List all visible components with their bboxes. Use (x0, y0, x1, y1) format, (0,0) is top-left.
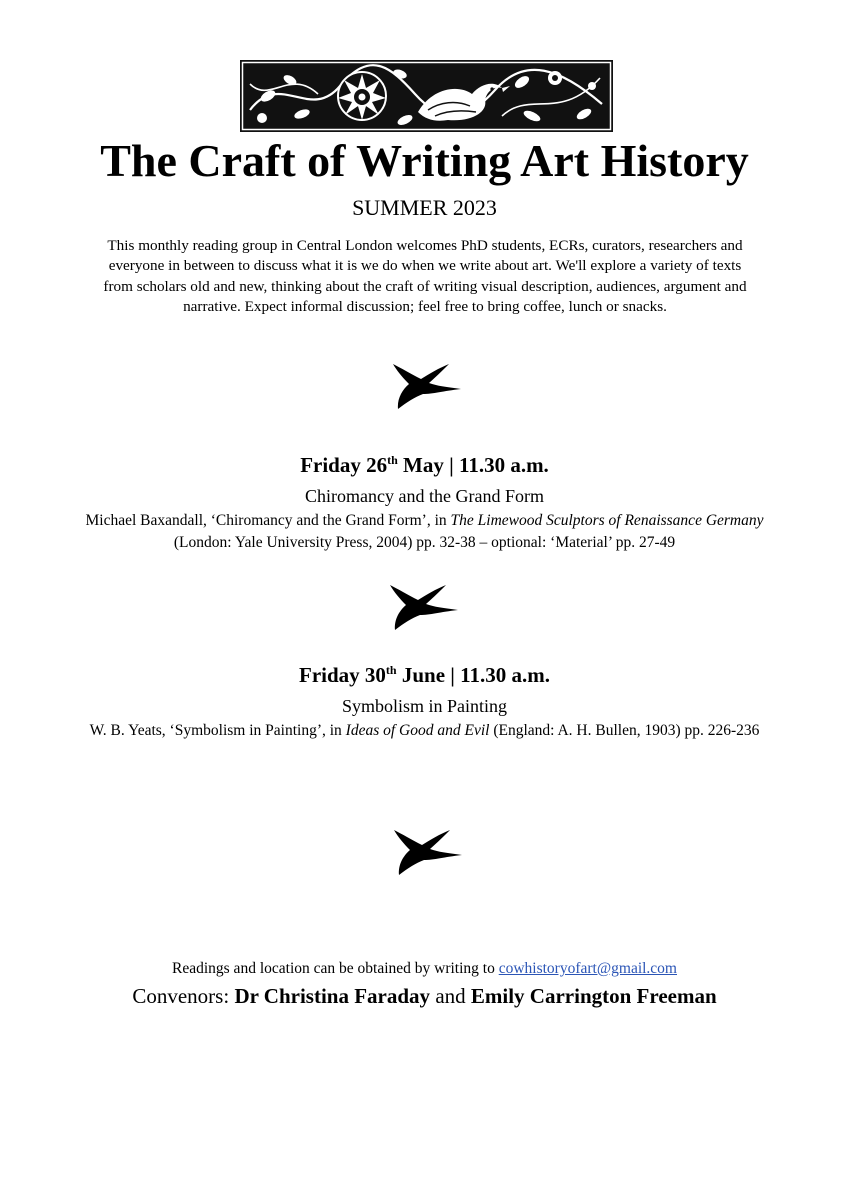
event-day-ordinal: th (387, 453, 398, 467)
convenor-conjunction: and (430, 984, 471, 1008)
swallow-icon (382, 583, 460, 633)
reference-author: Michael Baxandall, ‘Chiromancy and the Grand Form’, in (85, 512, 451, 529)
convenor-name: Dr Christina Faraday (234, 984, 431, 1008)
swallow-icon (386, 828, 464, 878)
event-2 (60, 658, 789, 742)
event-month-time: May | 11.30 a.m. (397, 453, 549, 477)
reference-book-title: The Limewood Sculptors of Renaissance Germany (450, 512, 764, 529)
flower-icon (338, 72, 386, 120)
event-title: Symbolism in Painting (341, 696, 508, 716)
convenors-label: Convenors: (132, 984, 235, 1008)
season-subtitle: SUMMER 2023 (352, 195, 497, 220)
reference-publication: (England: A. H. Bullen, 1903) pp. 226-236 (489, 722, 760, 739)
event-date (60, 658, 789, 692)
intro-paragraph: This monthly reading group in Central London welcomes PhD students, ECRs, curators, researchers and everyone in between to discuss what it is we do when we write about art. We'll explore a variety of texts from scholars old and new, thinking about the craft of writing visual description, audiences, argument and narrative. Expect informal discussion; feel free to bring coffee, lunch or snacks. (103, 237, 747, 315)
email-link[interactable]: cowhistoryofart@gmail.com (498, 960, 677, 977)
contact-line (0, 958, 849, 980)
contact-text: Readings and location can be obtained by writing to (172, 960, 499, 977)
reference-publication: (London: Yale University Press, 2004) pp. 32-38 – optional: ‘Material’ pp. 27-49 (173, 534, 676, 551)
event-day: Friday 26 (300, 453, 388, 477)
event-title: Chiromancy and the Grand Form (305, 486, 544, 506)
swallow-icon (385, 362, 463, 412)
event-date (60, 448, 789, 482)
event-month-time: June | 11.30 a.m. (396, 663, 550, 687)
event-1 (60, 448, 789, 554)
reference-author: W. B. Yeats, ‘Symbolism in Painting’, in (89, 722, 346, 739)
event-day: Friday 30 (299, 663, 386, 687)
convenors-line (0, 980, 849, 1012)
event-reference (60, 510, 789, 554)
event-reference (60, 720, 789, 742)
convenor-name: Emily Carrington Freeman (470, 984, 717, 1008)
reference-book-title: Ideas of Good and Evil (345, 722, 490, 739)
page-title: The Craft of Writing Art History (100, 135, 749, 186)
floral-dove-banner (240, 60, 613, 132)
event-day-ordinal: th (385, 663, 397, 677)
